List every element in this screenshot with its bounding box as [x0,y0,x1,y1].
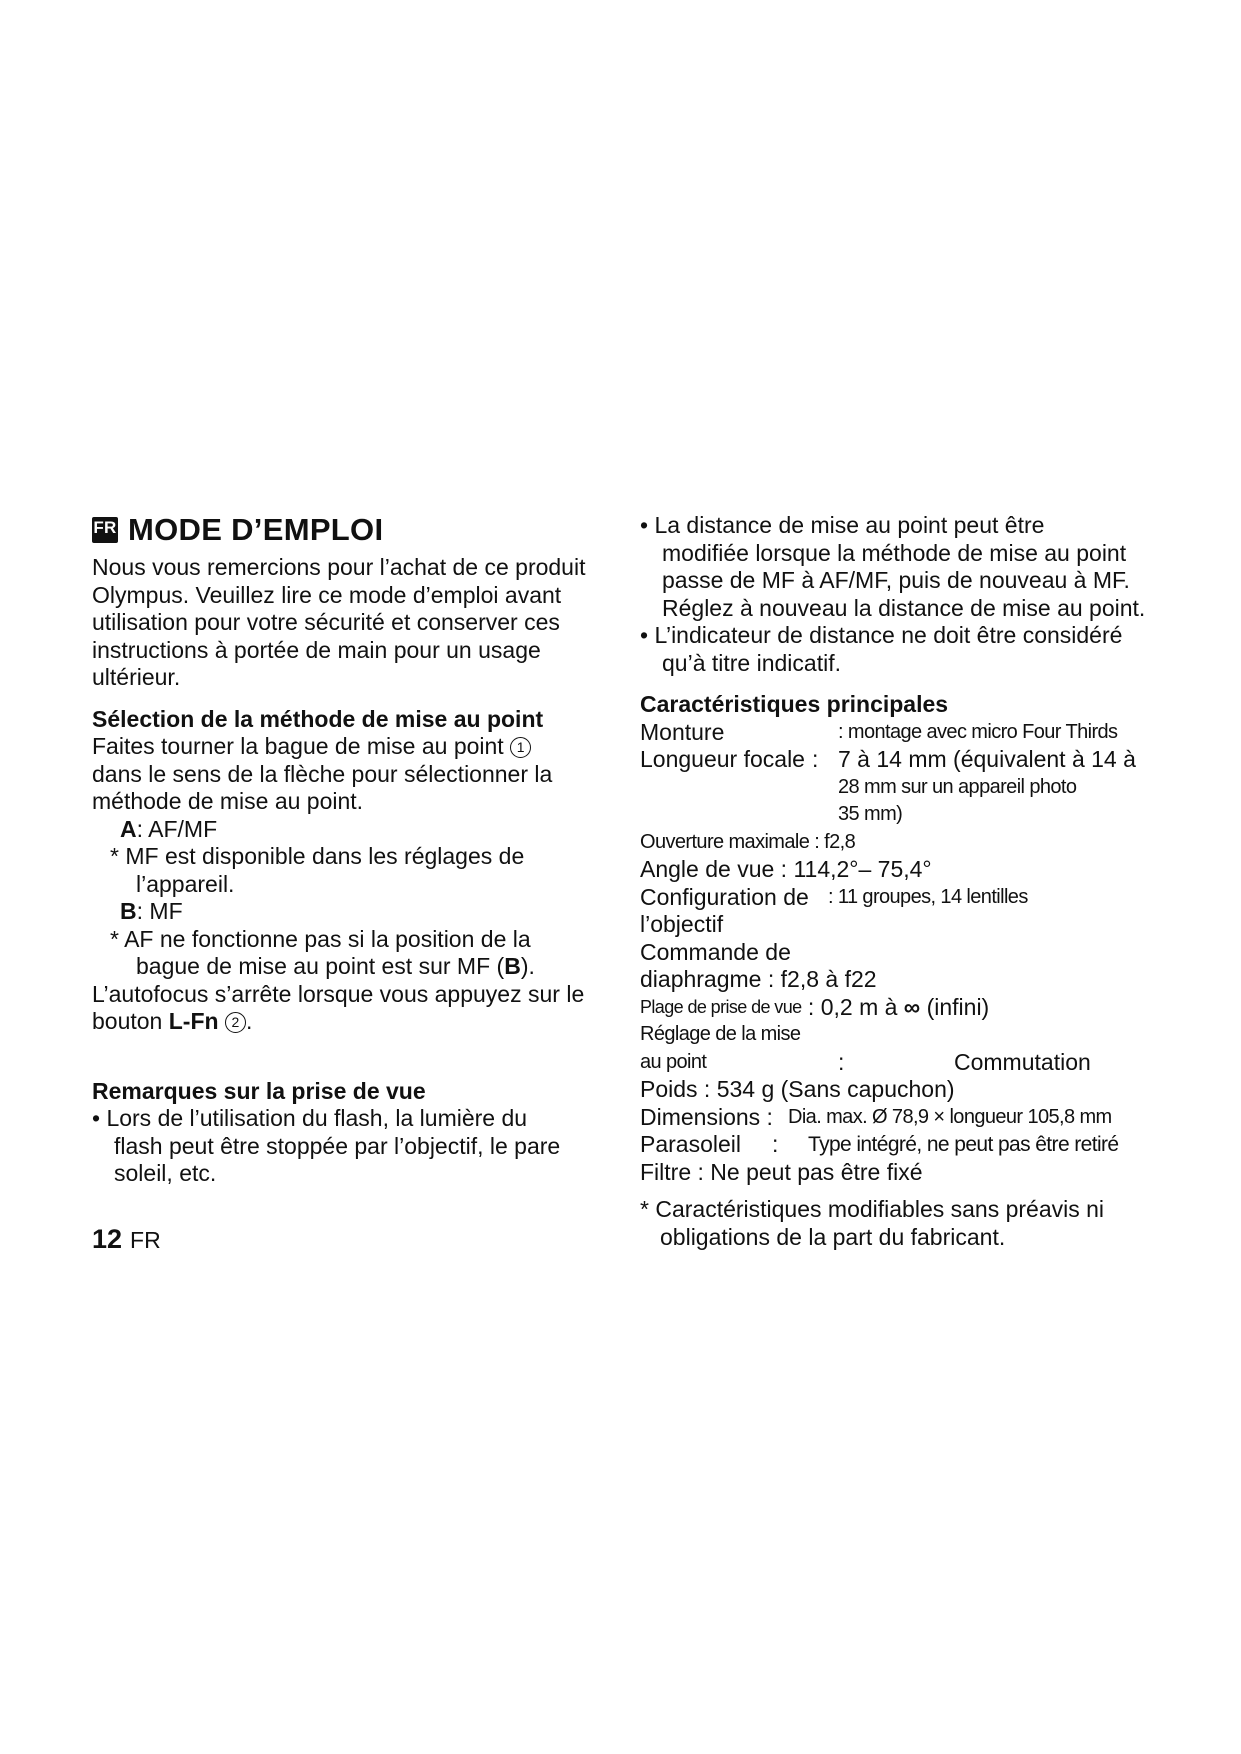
spec-diaphragme [640,966,1220,994]
autofocus-end: . [245,1008,253,1034]
spec-value: (infini) [926,993,990,1020]
spec-key: Réglage de la mise [640,1023,801,1045]
spec-reglage-cont [640,1049,1220,1077]
bullet-line: • La distance de mise au point peut être [640,512,1045,538]
spec-focale-cont [640,774,1220,802]
page-number: 12 [92,1224,123,1254]
spec-filtre [640,1159,1220,1187]
spec-key: Parasoleil [640,1131,741,1157]
spec-value: Poids : 534 g (Sans capuchon) [640,1076,955,1102]
spec-sep: : [772,1131,779,1157]
circle-1-icon: 1 [510,737,531,758]
footnote [640,1196,1220,1251]
option-a-key: A [120,815,137,842]
focus-line: méthode de mise au point. [92,788,364,814]
page-footer [92,1224,161,1255]
focus-line [92,733,612,761]
right-column [640,512,1220,1251]
circle-2-icon: 2 [225,1012,246,1033]
spec-value: Filtre : Ne peut pas être fixé [640,1158,923,1185]
spec-monture [640,719,1220,747]
spec-value: Angle de vue : 114,2°– 75,4° [640,856,932,882]
spec-value: Ouverture maximale : f2,8 [640,830,856,853]
remarks-heading: Remarques sur la prise de vue [92,1077,426,1104]
spec-focale [640,746,1220,774]
spec-config [640,884,1220,912]
spec-key: Plage de prise de vue [640,996,802,1017]
autofocus-line [92,1008,612,1036]
bullet-line: passe de MF à AF/MF, puis de nouveau à MF. [662,567,1130,593]
spec-value: 28 mm sur un appareil photo [838,775,1077,798]
spec-value: 7 à 14 mm (équivalent à 14 à [838,746,1136,772]
lfn-button-label: L-Fn [168,1008,219,1034]
note-a-line: * MF est disponible dans les réglages de [110,843,525,869]
spec-key: Configuration de [640,883,809,910]
spec-parasoleil [640,1131,1220,1159]
spec-plage [640,994,1220,1022]
autofocus-line: L’autofocus s’arrête lorsque vous appuyez sur le [92,980,585,1007]
intro-line: Nous vous remercions pour l’achat de ce produit [92,554,586,580]
spec-key: Dimensions : [640,1103,773,1130]
specs-heading: Caractéristiques principales [640,691,949,717]
page-language: FR [130,1227,161,1253]
spec-value: Dia. max. Ø 78,9 × longueur 105,8 mm [788,1105,1112,1128]
spec-value: 35 mm) [838,803,903,825]
spec-sep: : [812,746,819,772]
spec-key: Monture [640,718,725,745]
focus-heading: Sélection de la méthode de mise au point [92,705,544,732]
infinity-icon: ∞ [903,993,921,1020]
spec-commande [640,939,1220,967]
bullet-line: qu’à titre indicatif. [662,649,841,676]
page-title [92,512,612,548]
indicator-bullet [640,622,1220,677]
spec-dimensions [640,1104,1220,1132]
autofocus-text: bouton [92,1008,169,1034]
spec-focale-cont [640,801,1220,829]
spec-poids [640,1076,1220,1104]
distance-bullet [640,512,1220,622]
note-a [92,843,612,898]
bullet-line: • L’indicateur de distance ne doit être considéré [640,622,1123,648]
footnote-line: obligations de la part du fabricant. [660,1223,1006,1250]
spec-value: : 11 groupes, 14 lentilles [828,885,1028,908]
spec-key: au point [640,1050,707,1073]
spec-value: : 0,2 m à [807,993,898,1020]
spec-key: Commande de [640,938,791,965]
footnote-line: * Caractéristiques modifiables sans préavis ni [640,1196,1105,1222]
remarks-line: flash peut être stoppée par l’objectif, le pare [114,1132,561,1159]
note-b-line: bague de mise au point est sur MF ( [136,953,505,979]
spec-reglage [640,1021,1220,1049]
note-b-end: ). [520,953,535,979]
remarks-bullet [92,1105,612,1188]
remarks-line: soleil, etc. [114,1160,217,1186]
spec-angle [640,856,1220,884]
option-b-key: B [120,898,137,924]
remarks-line: • Lors de l’utilisation du flash, la lumière du [92,1105,528,1131]
page-title-text: MODE D’EMPLOI [128,512,384,547]
option-b-value: : MF [136,898,183,924]
note-b-line: * AF ne fonctionne pas si la position de la [110,925,531,952]
spec-config-cont [640,911,1220,939]
option-a [92,816,612,844]
intro-line: ultérieur. [92,664,181,690]
bullet-line: modifiée lorsque la méthode de mise au point [662,539,1127,566]
spec-value: : montage avec micro Four Thirds [838,720,1118,743]
intro-line: Olympus. Veuillez lire ce mode d’emploi avant [92,581,562,608]
spec-key: Longueur focale [640,746,805,772]
fr-language-icon: FR [92,517,118,543]
spec-value: Type intégré, ne peut pas être retiré [808,1133,1119,1156]
option-a-value: : AF/MF [136,815,218,842]
focus-line: dans le sens de la flèche pour sélectionner la [92,760,553,787]
spec-value: Commutation [954,1048,1091,1075]
note-b [92,926,612,981]
bullet-line: Réglez à nouveau la distance de mise au point. [662,594,1146,621]
option-b [92,898,612,926]
spec-ouverture [640,829,1220,857]
spec-key: l’objectif [640,911,724,937]
note-a-line: l’appareil. [136,870,235,897]
spec-sep: : [838,1048,845,1075]
intro-line: instructions à portée de main pour un usage [92,636,541,663]
intro-line: utilisation pour votre sécurité et conserver ces [92,609,560,635]
spec-value: diaphragme : f2,8 à f22 [640,966,877,992]
focus-line-text: Faites tourner la bague de mise au point [92,733,504,759]
note-b-key: B [504,953,521,979]
left-column [92,512,612,1188]
